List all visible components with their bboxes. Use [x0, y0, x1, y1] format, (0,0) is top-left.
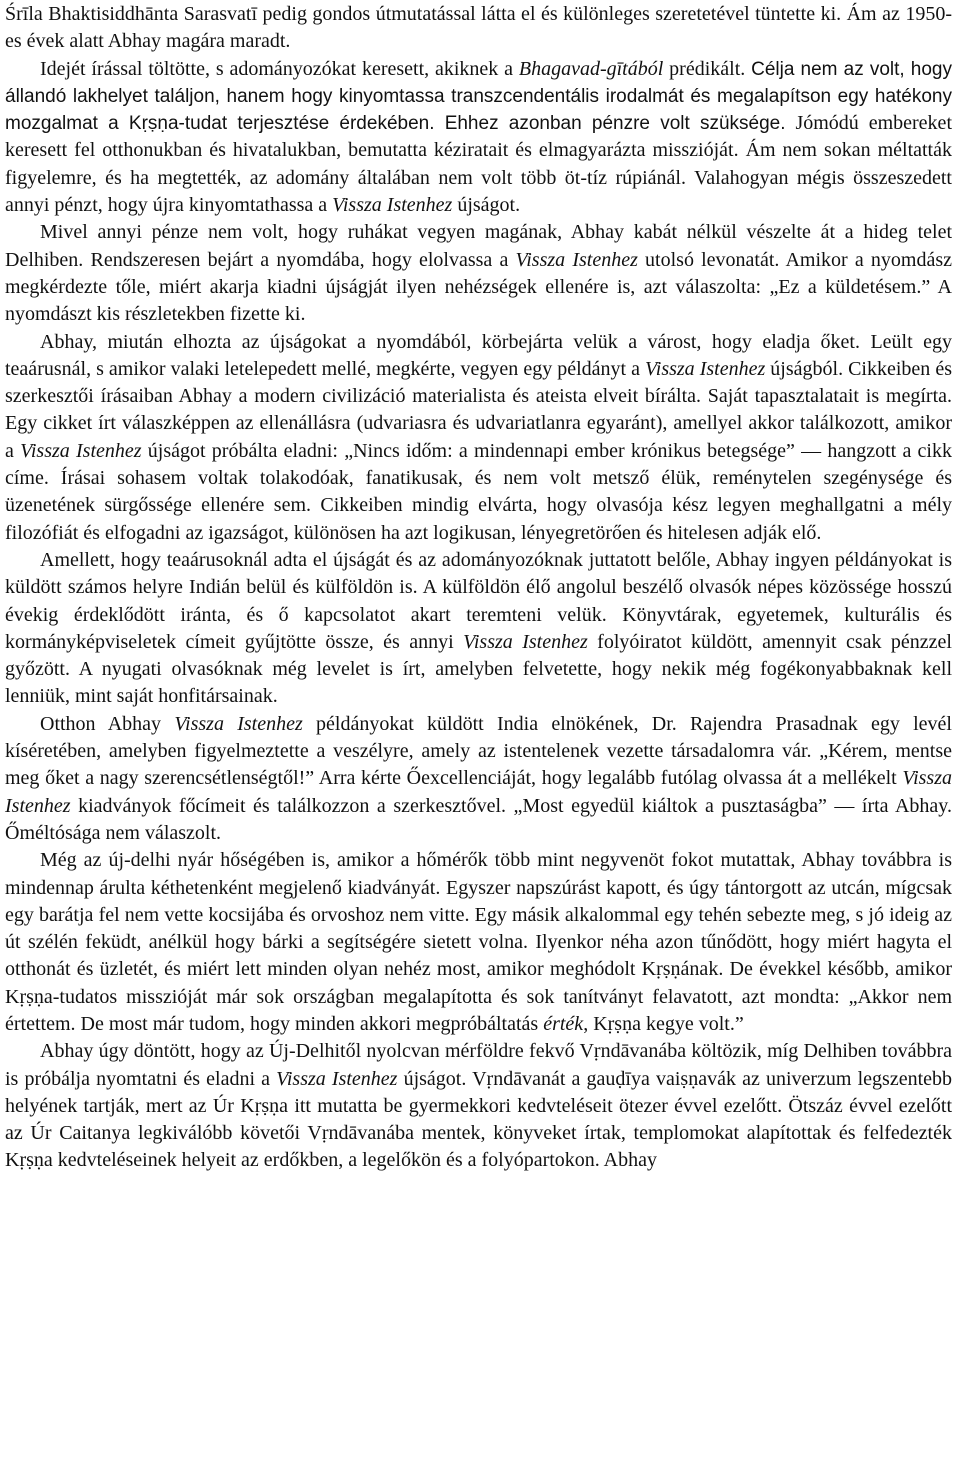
italic-title: Vissza Istenhez: [5, 767, 952, 817]
text-run: utolsó levonatát. Amikor a nyomdász megkérdezte tőle, miért akarja kiadni újságját ilyen nehézségek ellenére is, azt válaszolta: „Ez a küldetésem.” A nyomdászt kis részletekben fizette ki.: [5, 248, 952, 326]
text-run: példányokat küldött India elnökének, Dr. Rajendra Prasadnak egy levél kíséretében, amelyben figyelmeztette a veszélyre, amely az istentelenek vezette társadalomra vár. „Kérem, mentse meg őket a nagy szerencsétlenségtől!” Arra kérte Őexcellenciáját, hogy legalább futólag olvassa át a mellékelt: [5, 712, 952, 790]
text-run-sans: Célja nem az volt, hogy állandó lakhelyet találjon, hanem hogy kinyomtassa transzcendentális irodalmát és megalapítson egy hatékony mozgalmat a Kṛṣṇa-tudat terjesztése érdekében. Ehhez azonban pénzre volt szüksége.: [5, 58, 952, 135]
italic-title: Vissza Istenhez: [645, 357, 766, 380]
text-run: Jómódú embereket keresett fel otthonukban és hivatalukban, bemutatta kéziratait és elmagyarázta misszióját. Ám nem sokan méltatták figyelemre, és ha megtették, az adomány általában nem volt több öt-tíz rúpiánál. Valahogyan mégis összeszedett annyi pénzt, hogy újra kinyomtathassa a: [5, 112, 952, 217]
text-run: Abhay úgy döntött, hogy az Új-Delhitől nyolcvan mérföldre fekvő Vṛndāvanába költözik, míg Delhiben továbbra is próbálja nyomtatni és eladni a: [5, 1040, 952, 1090]
text-run: Amellett, hogy teaárusoknál adta el újságát és az adományozóknak juttatott belőle, Abhay ingyen példányokat is küldött számos helyre Indián belül és külföldön is. A külföldön élő angolul beszélő olvasók népes közössége hosszú évekig érdeklődött iránta, és ő kapcsolatot akart teremteni velük. Könyvtárak, egyetemek, kulturális és kormányképviseletek címeit gyűjtötte össze, és annyi: [5, 548, 952, 653]
italic-title: Vissza Istenhez: [276, 1067, 398, 1090]
paragraph-2: [5, 56, 952, 220]
text-run: újságot.: [452, 194, 521, 217]
text-run: prédikált.: [663, 57, 752, 80]
text-run: Śrīla Bhaktisiddhānta Sarasvatī pedig gondos útmutatással látta el és különleges szeretetével tüntette ki. Ám az 1950-es évek alatt Abhay magára maradt.: [5, 3, 952, 53]
italic-title: Vissza Istenhez: [463, 630, 588, 653]
paragraph-8: [5, 1038, 952, 1174]
paragraph-7: [5, 847, 952, 1038]
italic-title: Vissza Istenhez: [515, 248, 638, 271]
paragraph-4: [5, 329, 952, 547]
text-run: Abhay, miután elhozta az újságokat a nyomdából, körbejárta velük a várost, hogy eladja őket. Leült egy teaárusnál, s amikor valaki letelepedett mellé, megkérte, vegyen egy példányt a: [5, 330, 952, 380]
text-run: folyóiratot küldött, amennyit csak pénzzel győzött. A nyugati olvasóknak még levelet is írt, amelyben felvetette, hogy nekik még fogékonyabbaknak kell lenniük, mint saját honfitársainak.: [5, 630, 952, 708]
text-run: Idejét írással töltötte, s adományozókat keresett, akiknek a: [40, 57, 519, 80]
italic-title: Vissza Istenhez: [332, 194, 453, 217]
paragraph-3: [5, 219, 952, 328]
text-run: Mivel annyi pénze nem volt, hogy ruhákat vegyen magának, Abhay kabát nélkül vészelte át a hideg telet Delhiben. Rendszeresen bejárt a nyomdába, hogy elolvassa a: [5, 221, 952, 271]
paragraph-1: [5, 1, 952, 56]
italic-word: érték: [543, 1012, 584, 1035]
italic-title: Vissza Istenhez: [174, 712, 303, 735]
paragraph-5: [5, 547, 952, 711]
text-run: újságot próbálta eladni: „Nincs időm: a mindennapi ember krónikus betegsége” — hangzott a cikk címe. Írásai sohasem voltak tolakodóak, fanatikusak, és nem volt metsző élük, reménytelen szegénysége és üzenetének sürgőssége ellenére sem. Cikkeiben mindig elvárta, hogy olvasója kész legyen meghallgatni a mély filozófiát és elfogadni az igazságot, különösen ha azt logikusan, lényegretörően és hitelesen adják elő.: [5, 439, 952, 544]
italic-title: Vissza Istenhez: [20, 439, 142, 462]
text-run: , Kṛṣṇa kegye volt.”: [583, 1012, 744, 1035]
text-run: újságot. Vṛndāvanát a gauḍīya vaiṣṇavák az univerzum legszentebb helyének tartják, mert az Úr Kṛṣṇa itt mutatta be gyermekkori kedvteléseit ötezer évvel ezelőtt. Ötszáz évvel ezelőtt az Úr Caitanya legkiválóbb követői Vṛndāvanába mentek, könyveket írtak, templomokat alapítottak és felfedezték Kṛṣṇa kedvteléseinek helyeit az erdőkben, a legelőkön és a folyópartokon. Abhay: [5, 1067, 953, 1172]
text-run: Még az új-delhi nyár hőségében is, amikor a hőmérők több mint negyvenöt fokot mutattak, Abhay továbbra is mindennap árulta kéthetenként megjelenő kiadványát. Egyszer napszúrást kapott, és úgy tántorgott az utcán, mígcsak egy barátja fel nem vette kocsijába és orvoshoz nem vitte. Egy másik alkalommal egy tehén sebezte meg, s jó ideig az út szélén feküdt, anélkül hogy bárki a segítségére sietett volna. Ilyenkor néha azon tűnődött, hogy miért hagyta el otthonát és üzletét, és miért lett minden olyan nehéz most, amikor meghódolt Kṛṣṇának. De évekkel később, amikor Kṛṣṇa-tudatos misszióját már sok országban megalapította és sok tanítványt felavatott, azt mondta: „Akkor nem értettem. De most már tudom, hogy minden akkori megpróbáltatás: [5, 849, 952, 1035]
italic-title: Bhagavad-gītából: [518, 57, 664, 80]
text-run: újságból. Cikkeiben és szerkesztői írásaiban Abhay a modern civilizáció materialista és ateista elveit bírálta. Saját tapasztalatait is megírta. Egy cikket írt válaszképpen az ellenállásra (udvariasra és udvariatlanra egyaránt), amellyel akkor találkozott, amikor a: [5, 357, 952, 462]
text-run: kiadványok főcímeit és találkozzon a szerkesztővel. „Most egyedül kiáltok a pusztaságba” — írta Abhay. Őméltósága nem válaszolt.: [5, 794, 952, 844]
paragraph-6: [5, 711, 952, 847]
text-run: Otthon Abhay: [40, 712, 175, 735]
